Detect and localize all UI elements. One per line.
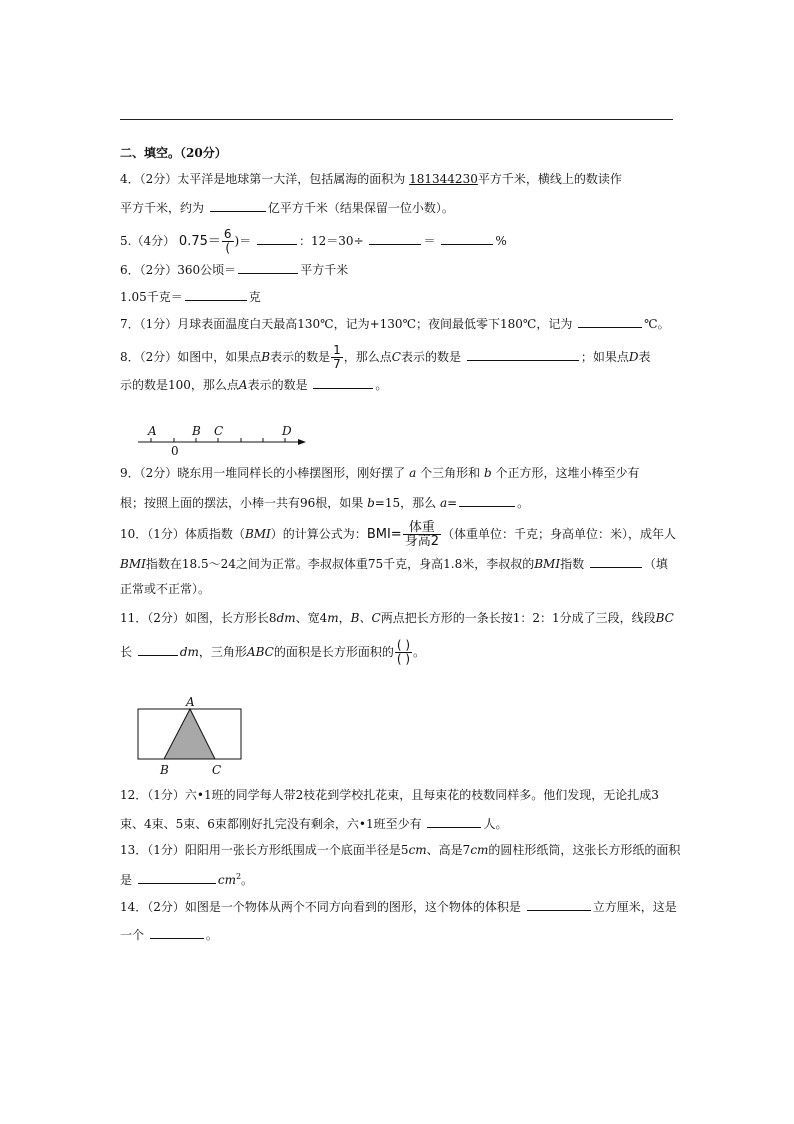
q10-blank[interactable] [590, 555, 642, 568]
question-8-line-2 [120, 376, 387, 393]
q6-blank-1[interactable] [238, 261, 298, 274]
q5-frac-den: ( [225, 241, 231, 255]
question-12-line-1 [120, 787, 659, 803]
q11-text-h: 。 [413, 645, 426, 659]
q6-text-a: 360公顷＝ [177, 263, 237, 277]
nl-label-a: A [148, 424, 157, 438]
q11-number: 11． [120, 611, 148, 625]
q12-score: （1分） [147, 788, 185, 802]
number-line-ticks [151, 438, 285, 442]
q10-formula-num: 体重 [403, 521, 441, 535]
q4-score: （2分） [139, 172, 178, 186]
q11-text-g: 的面积是长方形面积的 [273, 645, 394, 659]
q10-text-g: 正常或不正常）。 [120, 582, 211, 596]
q13-unit-cm: cm [408, 843, 427, 857]
q14-number: 14． [120, 900, 148, 914]
q11-score: （2分） [147, 611, 185, 625]
q13-number: 13． [120, 843, 148, 857]
q14-text-d: 。 [205, 928, 218, 942]
q9-text-f: = [447, 496, 458, 510]
q10-number: 10． [120, 527, 148, 541]
q10-text-a: 体质指数（ [184, 527, 245, 541]
q7-score: （1分） [139, 317, 178, 331]
q11-segment-bc: BC [655, 611, 674, 625]
q8-text-a: 如图中，如果点 [177, 350, 262, 364]
q9-text-e: =15，那么 [374, 496, 437, 510]
question-10-line-2 [120, 555, 668, 572]
q13-unit-cm2: cm [470, 843, 489, 857]
q5-blank-1[interactable] [257, 232, 297, 245]
q11-text-e: 长 [120, 645, 133, 659]
q14-text-b: 立方厘米，这是 [592, 900, 677, 914]
q8-point-c: C [391, 350, 401, 364]
q8-text-c: ，那么点 [343, 350, 392, 364]
question-13-line-2 [120, 869, 253, 888]
triangle-abc-shape [164, 709, 215, 759]
q9-number: 9． [120, 466, 140, 480]
q11-blank[interactable] [138, 643, 178, 656]
nl-label-zero: 0 [171, 444, 179, 458]
question-9-line-2 [120, 494, 529, 511]
q5-fraction [222, 228, 234, 255]
q5-blank-3[interactable] [441, 232, 493, 245]
number-line-arrow [298, 439, 306, 445]
q8-frac-den: 7 [333, 357, 341, 371]
q5-text-3: ＝ [423, 234, 436, 248]
q13-text-d: 是 [120, 873, 133, 887]
q10-formula-lhs: BMI= [366, 527, 402, 542]
question-8-line-1 [120, 344, 650, 371]
q13-unit: cm [217, 873, 236, 887]
q9-text-d: 根；按照上面的摆法，小棒一共有96根，如果 [120, 496, 364, 510]
question-14-line-2 [120, 926, 218, 943]
q10-text-d: 指数在18.5～24之间为正常。李叔叔体重75千克，身高1.8米，李叔叔的 [145, 557, 535, 571]
q5-text-4: % [495, 234, 507, 248]
q8-text-g: 示的数是100，那么点 [120, 378, 239, 392]
fig-label-b: B [160, 763, 169, 777]
q12-text-c: 人。 [483, 817, 508, 831]
q11-text-a: 如图，长方形长8 [184, 611, 277, 625]
q8-blank-2[interactable] [313, 376, 373, 389]
q5-text-1: )＝ [234, 234, 252, 248]
q10-text-e: 指数 [560, 557, 585, 571]
q4-text-c: 平方千米，约为 [120, 201, 205, 215]
q14-blank-2[interactable] [150, 926, 204, 939]
q8-number: 8． [120, 350, 140, 364]
q13-score: （1分） [147, 843, 185, 857]
q6-text-b: 平方千米 [300, 263, 349, 277]
q4-answer-blank[interactable] [210, 199, 266, 212]
question-10-line-3 [120, 581, 210, 597]
q11-unit-dm2: dm [179, 645, 199, 659]
q7-text: 月球表面温度白天最高130℃，记为+130℃；夜间最低零下180℃，记为 [177, 317, 573, 331]
q6-score: （2分） [139, 263, 178, 277]
q9-text-g: 。 [517, 496, 530, 510]
question-5 [120, 228, 507, 255]
q13-blank[interactable] [138, 871, 216, 884]
q9-var-b: b [483, 466, 492, 480]
q9-score: （2分） [139, 466, 178, 480]
q11-frac-den: ( ) [396, 652, 411, 666]
header-rule [120, 119, 673, 120]
q14-text-a: 如图是一个物体从两个不同方向看到的图形，这个物体的体积是 [184, 900, 521, 914]
q5-lhs: 0.75＝ [178, 234, 221, 249]
q10-text-c: （体重单位：千克；身高单位：米），成年人 [441, 527, 676, 541]
fig-label-c: C [212, 763, 222, 777]
q9-blank[interactable] [459, 494, 515, 507]
q11-frac-num: ( ) [396, 638, 411, 652]
q6-blank-2[interactable] [185, 288, 247, 301]
question-11-line-1 [120, 610, 674, 626]
question-4-line-1 [120, 171, 622, 187]
q11-text-d: 两点把长方形的一条长按1：2：1分成了三段，线段 [380, 611, 656, 625]
q7-unit: ℃。 [644, 317, 670, 331]
q12-blank[interactable] [427, 815, 481, 828]
q9-var-a: a [409, 466, 417, 480]
q9-text-a: 晓东用一堆同样长的小棒摆图形，刚好摆了 [177, 466, 406, 480]
q14-blank-1[interactable] [527, 898, 591, 911]
q8-text-i: 。 [375, 378, 388, 392]
question-9-line-1 [120, 465, 639, 481]
nl-label-b: B [192, 424, 201, 438]
q11-fraction[interactable] [395, 639, 412, 666]
q5-blank-2[interactable] [369, 232, 421, 245]
q6-number: 6． [120, 263, 140, 277]
question-6-line-2 [120, 288, 261, 305]
q13-text-b: 、高是7 [426, 843, 471, 857]
q6-text-c: 1.05千克＝ [120, 290, 183, 304]
question-13-line-1 [120, 842, 680, 858]
q4-text-b: 平方千米，横线上的数读作 [477, 172, 622, 186]
q4-text: 太平洋是地球第一大洋，包括属海的面积为 [177, 172, 406, 186]
q5-frac-num: 6 [223, 227, 232, 241]
q11-text-f: ，三角形 [198, 645, 247, 659]
section-title: 二、填空。（20分） [120, 146, 227, 160]
q8-score: （2分） [139, 350, 178, 364]
q9-text-c: 个正方形，这堆小棒至少有 [495, 466, 640, 480]
question-10-line-1 [120, 521, 676, 548]
q8-text-e: ；如果点 [580, 350, 629, 364]
q11-unit-m: m [327, 611, 339, 625]
q5-text-2: ：12＝30÷ [299, 234, 364, 248]
q12-text-a: 六•1班的同学每人带2枝花到学校扎花束，且每束花的枝数同样多。他们发现，无论扎成3 [184, 788, 659, 802]
q10-bmi: BMI [244, 527, 271, 541]
q11-unit-dm: dm [276, 611, 296, 625]
q10-text-b: ）的计算公式为： [270, 527, 367, 541]
q11-text-c: ， [338, 611, 351, 625]
q11-text-b: 、宽4 [295, 611, 328, 625]
q5-score: （4分） [131, 234, 176, 248]
q8-fraction [331, 344, 343, 371]
q4-underlined-number: 181344230 [409, 172, 478, 186]
rectangle-triangle-figure [136, 695, 246, 777]
q10-formula-den: 身高2 [404, 534, 439, 549]
q10-formula-fraction [403, 521, 441, 548]
q8-point-a: A [238, 378, 248, 392]
q8-text-h: 表示的数是 [247, 378, 308, 392]
q12-number: 12． [120, 788, 148, 802]
question-6-line-1 [120, 261, 348, 278]
q4-number: 4． [120, 172, 140, 186]
q12-text-b: 束、4束、5束、6束都刚好扎完没有剩余，六•1班至少有 [120, 817, 422, 831]
q6-text-d: 克 [248, 290, 261, 304]
q8-frac-num: 1 [333, 343, 341, 357]
q8-text-b: 表示的数是 [270, 350, 331, 364]
question-7 [120, 315, 670, 332]
q10-text-f: （填 [643, 557, 668, 571]
q7-number: 7． [120, 317, 140, 331]
q5-number: 5. [120, 234, 132, 248]
q13-text-c: 的圆柱形纸筒，这张长方形纸的面积 [488, 843, 681, 857]
q8-point-b: B [261, 350, 271, 364]
q7-blank[interactable] [578, 315, 642, 328]
q9-var-a2: a [439, 496, 448, 510]
q8-text-d: 表示的数是 [400, 350, 461, 364]
q13-unit-sup: 2 [235, 872, 242, 881]
nl-label-d: D [282, 424, 292, 438]
number-line-figure [138, 422, 310, 458]
q8-point-d: D [628, 350, 639, 364]
question-12-line-2 [120, 815, 507, 832]
q10-bmi3: BMI [534, 557, 561, 571]
q8-blank-1[interactable] [467, 348, 579, 361]
question-4-line-2 [120, 199, 454, 216]
q13-text-a: 阳阳用一张长方形纸围成一个底面半径是5 [184, 843, 409, 857]
fig-label-a: A [186, 695, 195, 709]
q13-text-e: 。 [241, 873, 254, 887]
q8-text-f: 表 [638, 350, 651, 364]
question-11-line-2 [120, 639, 425, 666]
q10-score: （1分） [147, 527, 185, 541]
question-14-line-1 [120, 898, 677, 915]
q9-var-b2: b [367, 496, 375, 510]
q11-points-bc: B、C [350, 611, 381, 625]
q10-bmi2: BMI [120, 557, 146, 571]
q9-text-b: 个三角形和 [420, 466, 481, 480]
q14-score: （2分） [147, 900, 185, 914]
nl-label-c: C [214, 424, 224, 438]
q11-triangle-abc: ABC [246, 645, 274, 659]
q14-text-c: 一个 [120, 928, 145, 942]
q4-text-d: 亿平方千米（结果保留一位小数）。 [267, 201, 454, 215]
